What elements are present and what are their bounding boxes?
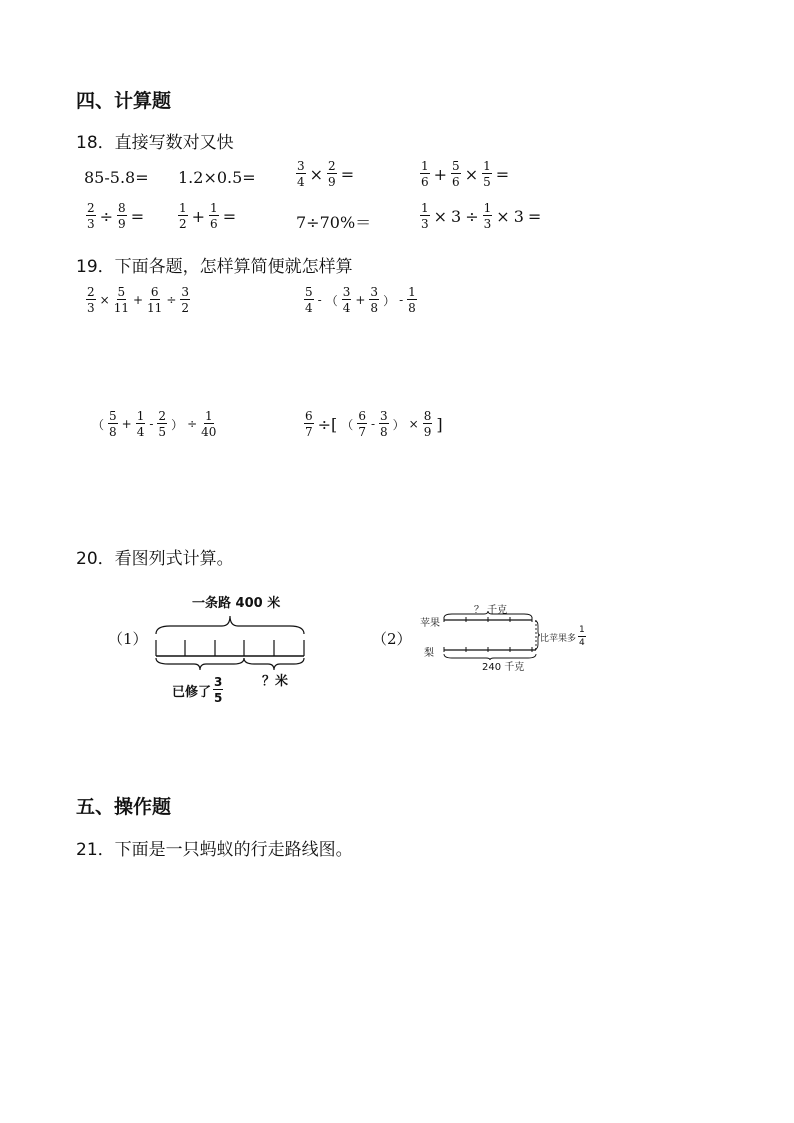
- section-4-title: 四、计算题: [76, 90, 172, 112]
- q18-item-a: 85-5.8=: [84, 168, 149, 187]
- fraction: $\frac{8}{9}$: [423, 409, 432, 439]
- total-brace: [156, 616, 304, 634]
- fraction: $\frac{1}{6}$: [210, 201, 218, 231]
- apple-label: 苹果: [420, 618, 440, 629]
- fraction: $\frac{2}{3}$: [87, 201, 95, 231]
- q18-item-c: $\frac{3}{4}$ × $\frac{2}{9}$ =: [297, 159, 355, 189]
- pear-label: 梨: [424, 648, 434, 659]
- fraction: $\frac{1}{3}$: [483, 201, 492, 231]
- fraction: $\frac{1}{8}$: [408, 285, 416, 315]
- fraction: $\frac{3}{4}$: [342, 285, 351, 315]
- fraction: $\frac{5}{4}$: [305, 285, 313, 315]
- pear-weight-label: 240 千克: [482, 662, 525, 673]
- fraction: $\frac{6}{7}$: [305, 409, 313, 439]
- q19-problem-1: $\frac{2}{3}$ × $\frac{5}{11}$ + $\frac{6}{11}$ ÷ $\frac{3}{2}$: [87, 285, 190, 315]
- q18-item-f: $\frac{1}{2}$ + $\frac{1}{6}$ =: [179, 201, 237, 231]
- fraction: $\frac{2}{3}$: [87, 285, 95, 315]
- done-brace: [156, 658, 244, 670]
- fraction: $\frac{3}{2}$: [181, 285, 190, 315]
- fraction: $\frac{1}{4}$: [136, 409, 145, 439]
- q19-problem-4: $\frac{6}{7}$ ÷[ （ $\frac{6}{7}$ - $\frac{3}{8}$ ） × $\frac{8}{9}$ ]: [305, 409, 443, 439]
- fraction: $\frac{2}{9}$: [328, 159, 336, 189]
- fraction: $\frac{5}{8}$: [109, 409, 117, 439]
- rest-brace: [244, 658, 304, 670]
- question-18-title: 18．直接写数对又快: [76, 133, 234, 153]
- figure-1-total-label: 一条路 400 米: [192, 596, 281, 611]
- apple-brace: [444, 611, 532, 618]
- fraction: $\frac{3}{8}$: [380, 409, 388, 439]
- fraction: $\frac{6}{7}$: [358, 409, 366, 439]
- question-20-title: 20．看图列式计算。: [76, 549, 234, 569]
- fraction: $\frac{3}{5}$: [214, 675, 223, 705]
- q19-problem-2: $\frac{5}{4}$ - （ $\frac{3}{4}$ + $\frac{3}{8}$ ） - $\frac{1}{8}$: [305, 285, 416, 315]
- fraction: $\frac{3}{4}$: [297, 159, 305, 189]
- figure-1-label: （1）: [108, 630, 148, 648]
- fraction: $\frac{1}{2}$: [179, 201, 187, 231]
- figure-2-label: （2）: [372, 630, 412, 648]
- fraction: $\frac{5}{11}$: [113, 285, 129, 315]
- figure-2-bar-diagram: [440, 610, 540, 660]
- fraction: $\frac{5}{6}$: [452, 159, 460, 189]
- fraction: $\frac{1}{4}$: [579, 625, 585, 648]
- q18-item-e: $\frac{2}{3}$ ÷ $\frac{8}{9}$ =: [87, 201, 145, 231]
- apple-weight-label: ？ 千克: [474, 605, 508, 616]
- fraction: $\frac{1}{3}$: [421, 201, 429, 231]
- fraction: $\frac{1}{5}$: [483, 159, 491, 189]
- figure-1-rest-label: ？米: [262, 674, 289, 689]
- q18-item-h: $\frac{1}{3}$ × 3 ÷ $\frac{1}{3}$ × 3 =: [421, 201, 542, 231]
- fraction: $\frac{3}{8}$: [370, 285, 379, 315]
- question-19-title: 19．下面各题，怎样算简便就怎样算: [76, 257, 353, 277]
- fraction: $\frac{1}{6}$: [421, 159, 429, 189]
- q18-item-b: 1.2×0.5=: [178, 168, 256, 187]
- fraction: $\frac{8}{9}$: [118, 201, 126, 231]
- fraction: $\frac{2}{5}$: [158, 409, 167, 439]
- question-21-title: 21．下面是一只蚂蚁的行走路线图。: [76, 840, 353, 860]
- q19-problem-3: （ $\frac{5}{8}$ + $\frac{1}{4}$ - $\frac{2}{5}$ ） ÷ $\frac{1}{40}$: [92, 409, 217, 439]
- q18-item-d: $\frac{1}{6}$ + $\frac{5}{6}$ × $\frac{1}{5}$ =: [421, 159, 510, 189]
- fraction: $\frac{6}{11}$: [147, 285, 163, 315]
- section-5-title: 五、操作题: [76, 796, 172, 818]
- q18-item-g: 7÷70%＝: [296, 213, 372, 232]
- pear-brace: [444, 654, 536, 660]
- difference-label: 比苹果多 $\frac{1}{4}$: [540, 625, 585, 648]
- figure-1-done-label: 已修了 $\frac{3}{5}$: [172, 675, 223, 705]
- fraction: $\frac{1}{40}$: [201, 409, 217, 439]
